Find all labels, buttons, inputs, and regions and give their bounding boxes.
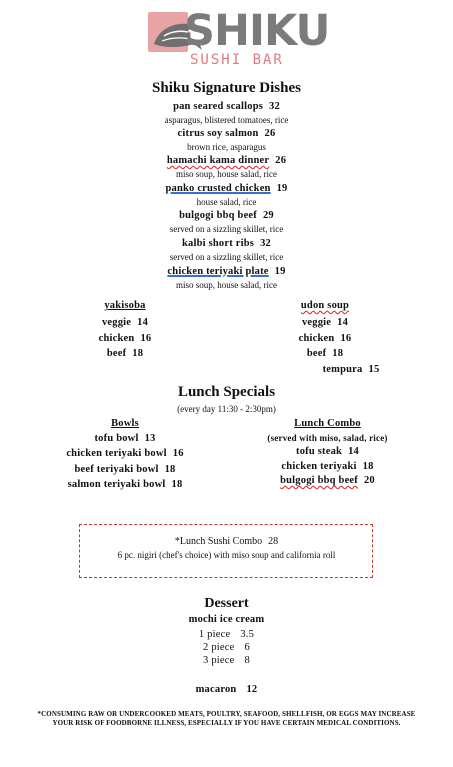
lunch-combo-section [250,418,405,498]
item-desc: house salad, rice [196,197,257,207]
bowls-section [50,418,200,498]
menu-item [0,266,453,277]
menu-item: tofu steak 14 [296,446,359,457]
menu-item: veggie 14 [101,317,149,328]
menu-item: 2 piece 6 [203,642,250,653]
item-name: panko crusted chicken [165,183,271,194]
item-name: chicken teriyaki plate [167,266,269,277]
lunch-hours: (every day 11:30 - 2:30pm) [177,404,276,414]
dessert-title: Dessert [204,596,249,611]
menu-item: 3 piece 8 [203,655,250,666]
item-desc: served on a sizzling skillet, rice [169,252,284,262]
menu-item [0,210,453,221]
menu-item: salmon teriyaki bowl 18 [67,479,183,490]
lunch-title: Lunch Specials [177,384,276,400]
menu-item [0,101,453,112]
menu-item: chicken 16 [98,333,152,344]
item-name: pan seared scallops [173,101,264,112]
item-desc: miso soup, house salad, rice [176,169,277,179]
yakisoba-section [70,300,180,370]
menu-item [0,183,453,194]
section-title: Bowls [111,418,139,429]
item-desc: brown rice, asparagus [187,142,266,152]
item-desc: asparagus, blistered tomatoes, rice [164,115,289,125]
signature-title: Shiku Signature Dishes [152,80,301,96]
mochi-title: mochi ice cream [188,614,265,625]
disclaimer-line: YOUR RISK OF FOODBORNE ILLNESS, ESPECIALLY IF YOU HAVE CERTAIN MEDICAL CONDITIONS. [52,719,401,727]
menu-item: beef teriyaki bowl 18 [74,464,176,475]
item-price: 29 [262,210,274,221]
menu-item: tempura 15 [322,364,380,375]
udon-section [270,300,380,380]
menu-item [0,128,453,139]
shiku-logo [148,6,330,70]
menu-item: macaron 12 [195,684,258,695]
sushi-combo-desc: 6 pc. nigiri (chef's choice) with miso soup and california roll [117,550,336,560]
menu-item: chicken 16 [298,333,352,344]
logo-wordmark: SHIKU [184,6,330,56]
menu-item [0,155,453,166]
item-price: 26 [275,155,287,166]
item-price: 32 [260,238,271,249]
item-price: 26 [264,128,276,139]
section-title: Lunch Combo [294,418,361,429]
menu-item [0,238,453,249]
menu-item: bulgogi bbq beef 20 [280,475,375,486]
sushi-combo-title: *Lunch Sushi Combo 28 [174,536,279,547]
menu-item: chicken teriyaki bowl 16 [66,448,184,459]
item-price: 32 [269,101,280,112]
disclaimer-line: *CONSUMING RAW OR UNDERCOOKED MEATS, POULTRY, SEAFOOD, SHELLFISH, OR EGGS MAY INCREASE [37,710,416,718]
section-title: udon soup [300,300,350,311]
combo-note: (served with miso, salad, rice) [267,433,388,443]
item-name: hamachi kama dinner [166,155,270,166]
item-name: citrus soy salmon [177,128,259,139]
item-desc: miso soup, house salad, rice [176,280,277,290]
item-name: kalbi short ribs [182,238,255,249]
section-title: yakisoba [104,300,146,311]
item-price: 19 [276,183,288,194]
item-desc: served on a sizzling skillet, rice [169,224,284,234]
logo-subtitle: SUSHI BAR [190,52,284,68]
menu-item: tofu bowl 13 [94,433,156,444]
item-price: 19 [274,266,286,277]
menu-item: 1 piece 3.5 [198,629,255,640]
item-name: bulgogi bbq beef [179,210,257,221]
menu-item: beef 18 [306,348,344,359]
menu-item: chicken teriyaki 18 [281,461,374,472]
menu-item: veggie 14 [301,317,349,328]
menu-item: beef 18 [106,348,144,359]
